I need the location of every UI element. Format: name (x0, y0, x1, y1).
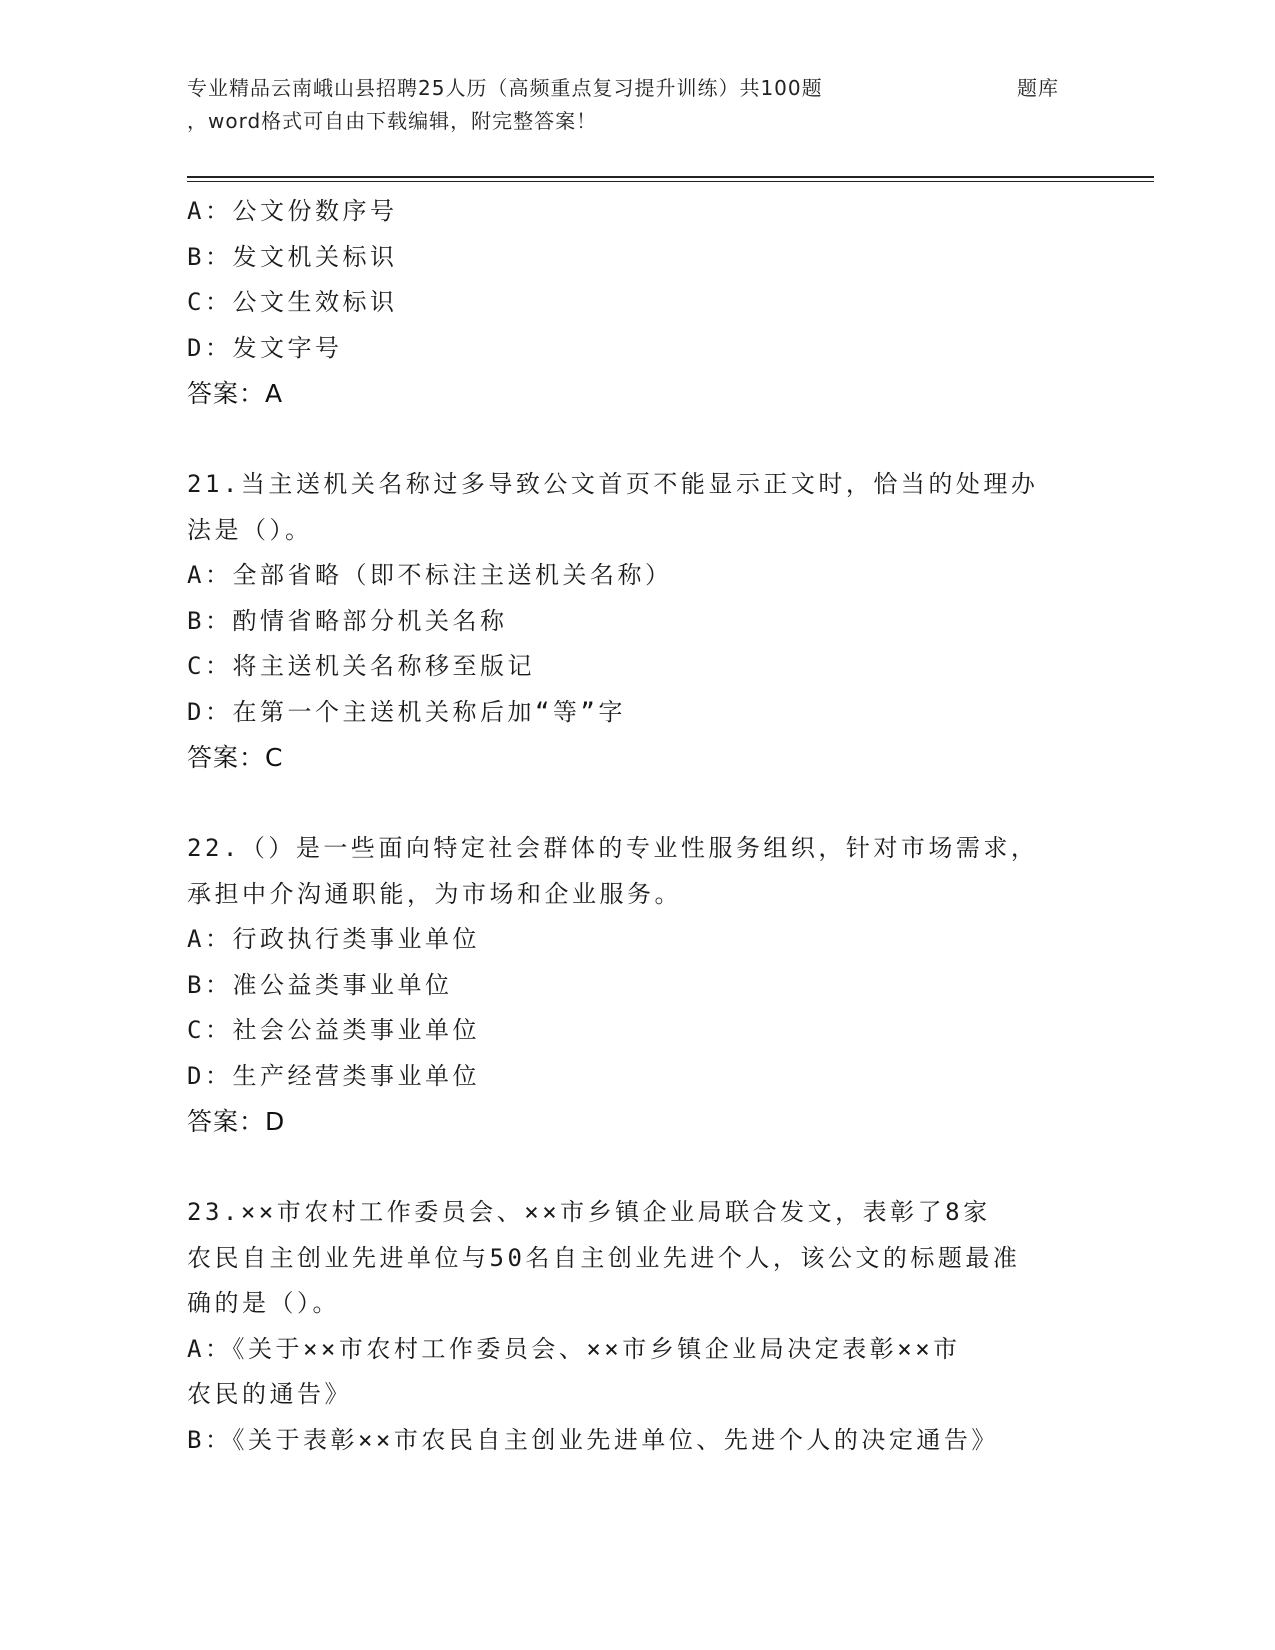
option-d: D：在第一个主送机关称后加“等”字 (187, 697, 626, 726)
option-a: A：全部省略（即不标注主送机关名称） (187, 561, 673, 589)
option-c: C：将主送机关名称移至版记 (187, 652, 535, 680)
answer-line: 答案：D (187, 1107, 286, 1136)
question-23 (187, 1190, 1087, 1463)
question-content (187, 189, 1087, 1463)
option-a: A：《关于××市农村工作委员会、××市乡镇企业局决定表彰××市 (187, 1334, 961, 1363)
option-b: B：准公益类事业单位 (187, 970, 453, 999)
header-title-line: 专业精品云南峨山县招聘25人历（高频重点复习提升训练）共100题 (187, 76, 823, 100)
question-stem: 承担中介沟通职能，为市场和企业服务。 (187, 879, 682, 908)
answer-line: 答案：C (187, 743, 284, 772)
answer-line: 答案：A (187, 379, 284, 408)
header-subtitle-line: ，word格式可自由下载编辑，附完整答案！ (187, 109, 598, 133)
header-divider-thick (187, 176, 1154, 178)
option-a-continued: 农民的通告》 (187, 1380, 352, 1408)
option-d: D：发文字号 (187, 333, 343, 362)
option-c: C：社会公益类事业单位 (187, 1016, 480, 1044)
option-d: D：生产经营类事业单位 (187, 1061, 480, 1090)
page-header (187, 72, 1087, 138)
question-stem: 确的是（）。 (187, 1289, 340, 1317)
question-22 (187, 826, 1087, 1145)
option-b: B：酌情省略部分机关名称 (187, 606, 508, 635)
option-b: B：《关于表彰××市农民自主创业先进单位、先进个人的决定通告》 (187, 1425, 999, 1454)
question-stem: 法是（）。 (187, 515, 313, 544)
header-divider-thin (187, 181, 1154, 182)
question-20-tail (187, 189, 1087, 417)
question-stem: 22.（）是一些面向特定社会群体的专业性服务组织，针对市场需求， (187, 834, 1039, 862)
option-b: B：发文机关标识 (187, 242, 398, 271)
question-21 (187, 462, 1087, 781)
option-a: A：行政执行类事业单位 (187, 925, 480, 953)
question-stem: 23.××市农村工作委员会、××市乡镇企业局联合发文，表彰了8家 (187, 1198, 991, 1226)
spacer (187, 1145, 1087, 1191)
spacer (187, 781, 1087, 827)
question-stem: 21.当主送机关名称过多导致公文首页不能显示正文时，恰当的处理办 (187, 470, 1039, 498)
question-stem: 农民自主创业先进单位与50名自主创业先进个人，该公文的标题最准 (187, 1243, 1021, 1272)
header-tag: 题库 (1017, 76, 1059, 100)
spacer (187, 417, 1087, 463)
option-a: A：公文份数序号 (187, 197, 398, 225)
option-c: C：公文生效标识 (187, 288, 398, 316)
